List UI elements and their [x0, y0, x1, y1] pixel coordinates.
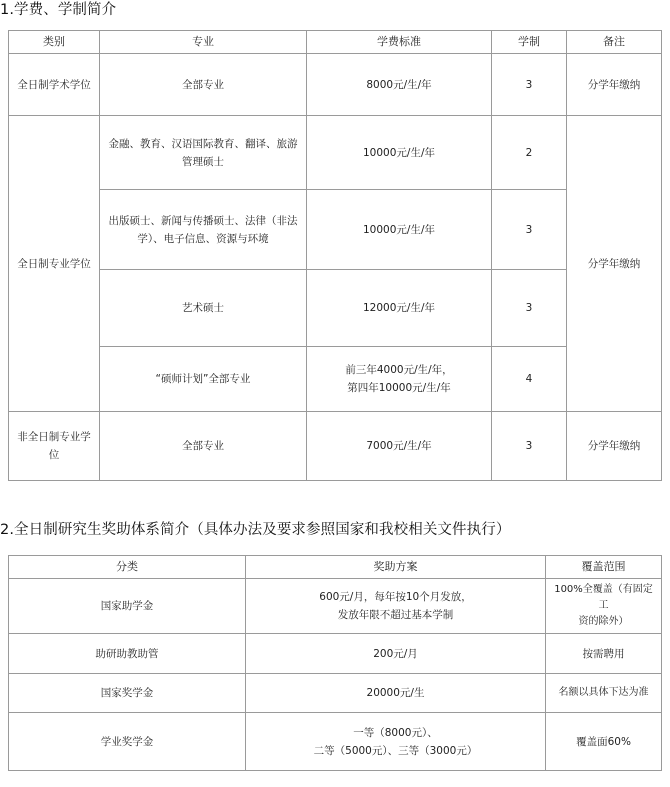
cell-duration: 2	[492, 116, 567, 190]
header-award-scope: 覆盖范围	[546, 556, 662, 579]
cell-award-type: 学业奖学金	[9, 713, 246, 771]
cell-fee	[307, 190, 492, 270]
cell-major	[100, 116, 307, 190]
cell-major	[100, 190, 307, 270]
cell-fee-line: 8000元/生/年	[366, 78, 432, 91]
cell-remark: 分学年缴纳	[567, 54, 662, 116]
cell-major-line: 管理硕士	[182, 155, 224, 168]
cell-award-plan-line: 一等（8000元）、	[353, 726, 438, 739]
cell-duration: 3	[492, 412, 567, 481]
cell-award-plan	[246, 634, 546, 674]
cell-award-plan-line: 600元/月，每年按10个月发放，	[319, 591, 472, 603]
header-award-type: 分类	[9, 556, 246, 579]
cell-award-scope-line: 覆盖面60%	[576, 735, 631, 748]
header-award-plan: 奖助方案	[246, 556, 546, 579]
cell-major-line: 全部专业	[182, 78, 224, 91]
cell-award-scope-line: 名额以具体下达为准	[558, 687, 649, 698]
cell-award-scope-line: 按需聘用	[582, 647, 625, 660]
table-row	[9, 190, 662, 270]
cell-award-type: 助研助教助管	[9, 634, 246, 674]
table-row	[9, 412, 662, 481]
tuition-and-duration-table	[8, 30, 662, 481]
table-row	[9, 270, 662, 347]
cell-award-plan	[246, 579, 546, 634]
table-row	[9, 116, 662, 190]
cell-fee-line: 7000元/生/年	[366, 440, 432, 452]
cell-duration: 3	[492, 54, 567, 116]
cell-award-plan	[246, 674, 546, 713]
cell-major-line: 全部专业	[182, 440, 224, 452]
header-duration: 学制	[492, 31, 567, 54]
cell-fee	[307, 270, 492, 347]
cell-major	[100, 270, 307, 347]
cell-major	[100, 54, 307, 116]
cell-remark: 分学年缴纳	[567, 116, 662, 412]
cell-major-line: 艺术硕士	[182, 302, 224, 314]
header-fee: 学费标准	[307, 31, 492, 54]
cell-fee-line: 10000元/生/年	[363, 146, 435, 159]
cell-major-line: “硕师计划”全部专业	[155, 373, 251, 385]
cell-major-line: 学）、电子信息、资源与环境	[137, 232, 269, 245]
header-major: 专业	[100, 31, 307, 54]
cell-award-scope	[546, 634, 662, 674]
cell-award-plan-line: 二等（5000元）、三等（3000元）	[313, 744, 478, 757]
cell-remark: 分学年缴纳	[567, 412, 662, 481]
cell-award-plan-line: 20000元/生	[366, 687, 425, 699]
cell-fee	[307, 54, 492, 116]
cell-fee	[307, 347, 492, 412]
table-header-row	[9, 31, 662, 54]
cell-major	[100, 347, 307, 412]
table-row	[9, 674, 662, 713]
header-category: 类别	[9, 31, 100, 54]
cell-fee-line: 前三年4000元/生/年，	[345, 364, 453, 376]
cell-duration: 3	[492, 190, 567, 270]
cell-category: 全日制学术学位	[9, 54, 100, 116]
section-2-heading: 2.全日制研究生奖助体系简介（具体办法及要求参照国家和我校相关文件执行）	[0, 522, 511, 538]
cell-major-line: 金融、教育、汉语国际教育、翻译、旅游	[108, 137, 298, 150]
cell-duration: 3	[492, 270, 567, 347]
cell-category: 全日制专业学位	[9, 116, 100, 412]
cell-fee-line: 12000元/生/年	[363, 302, 435, 314]
table-row	[9, 634, 662, 674]
header-remark: 备注	[567, 31, 662, 54]
cell-award-plan-line: 发放年限不超过基本学制	[337, 609, 454, 621]
cell-award-scope	[546, 713, 662, 771]
cell-fee	[307, 116, 492, 190]
cell-fee-line: 第四年10000元/生/年	[347, 382, 451, 394]
table-row	[9, 54, 662, 116]
cell-major-line: 出版硕士、新闻与传播硕士、法律（非法	[108, 214, 298, 227]
cell-fee-line: 10000元/生/年	[363, 223, 435, 236]
table-row	[9, 347, 662, 412]
cell-award-type: 国家助学金	[9, 579, 246, 634]
cell-duration: 4	[492, 347, 567, 412]
table-header-row	[9, 556, 662, 579]
cell-fee	[307, 412, 492, 481]
table-row	[9, 579, 662, 634]
cell-award-type: 国家奖学金	[9, 674, 246, 713]
table-row	[9, 713, 662, 771]
cell-award-plan-line: 200元/月	[373, 647, 418, 660]
cell-award-plan	[246, 713, 546, 771]
scholarship-system-table	[8, 555, 662, 771]
section-1-heading: 1.学费、学制简介	[0, 2, 117, 18]
cell-award-scope-line: 100%全覆盖（有固定工	[554, 584, 653, 611]
cell-award-scope	[546, 579, 662, 634]
cell-award-scope-line: 资的除外）	[578, 616, 629, 627]
cell-award-scope	[546, 674, 662, 713]
cell-category: 非全日制专业学位	[9, 412, 100, 481]
cell-major	[100, 412, 307, 481]
